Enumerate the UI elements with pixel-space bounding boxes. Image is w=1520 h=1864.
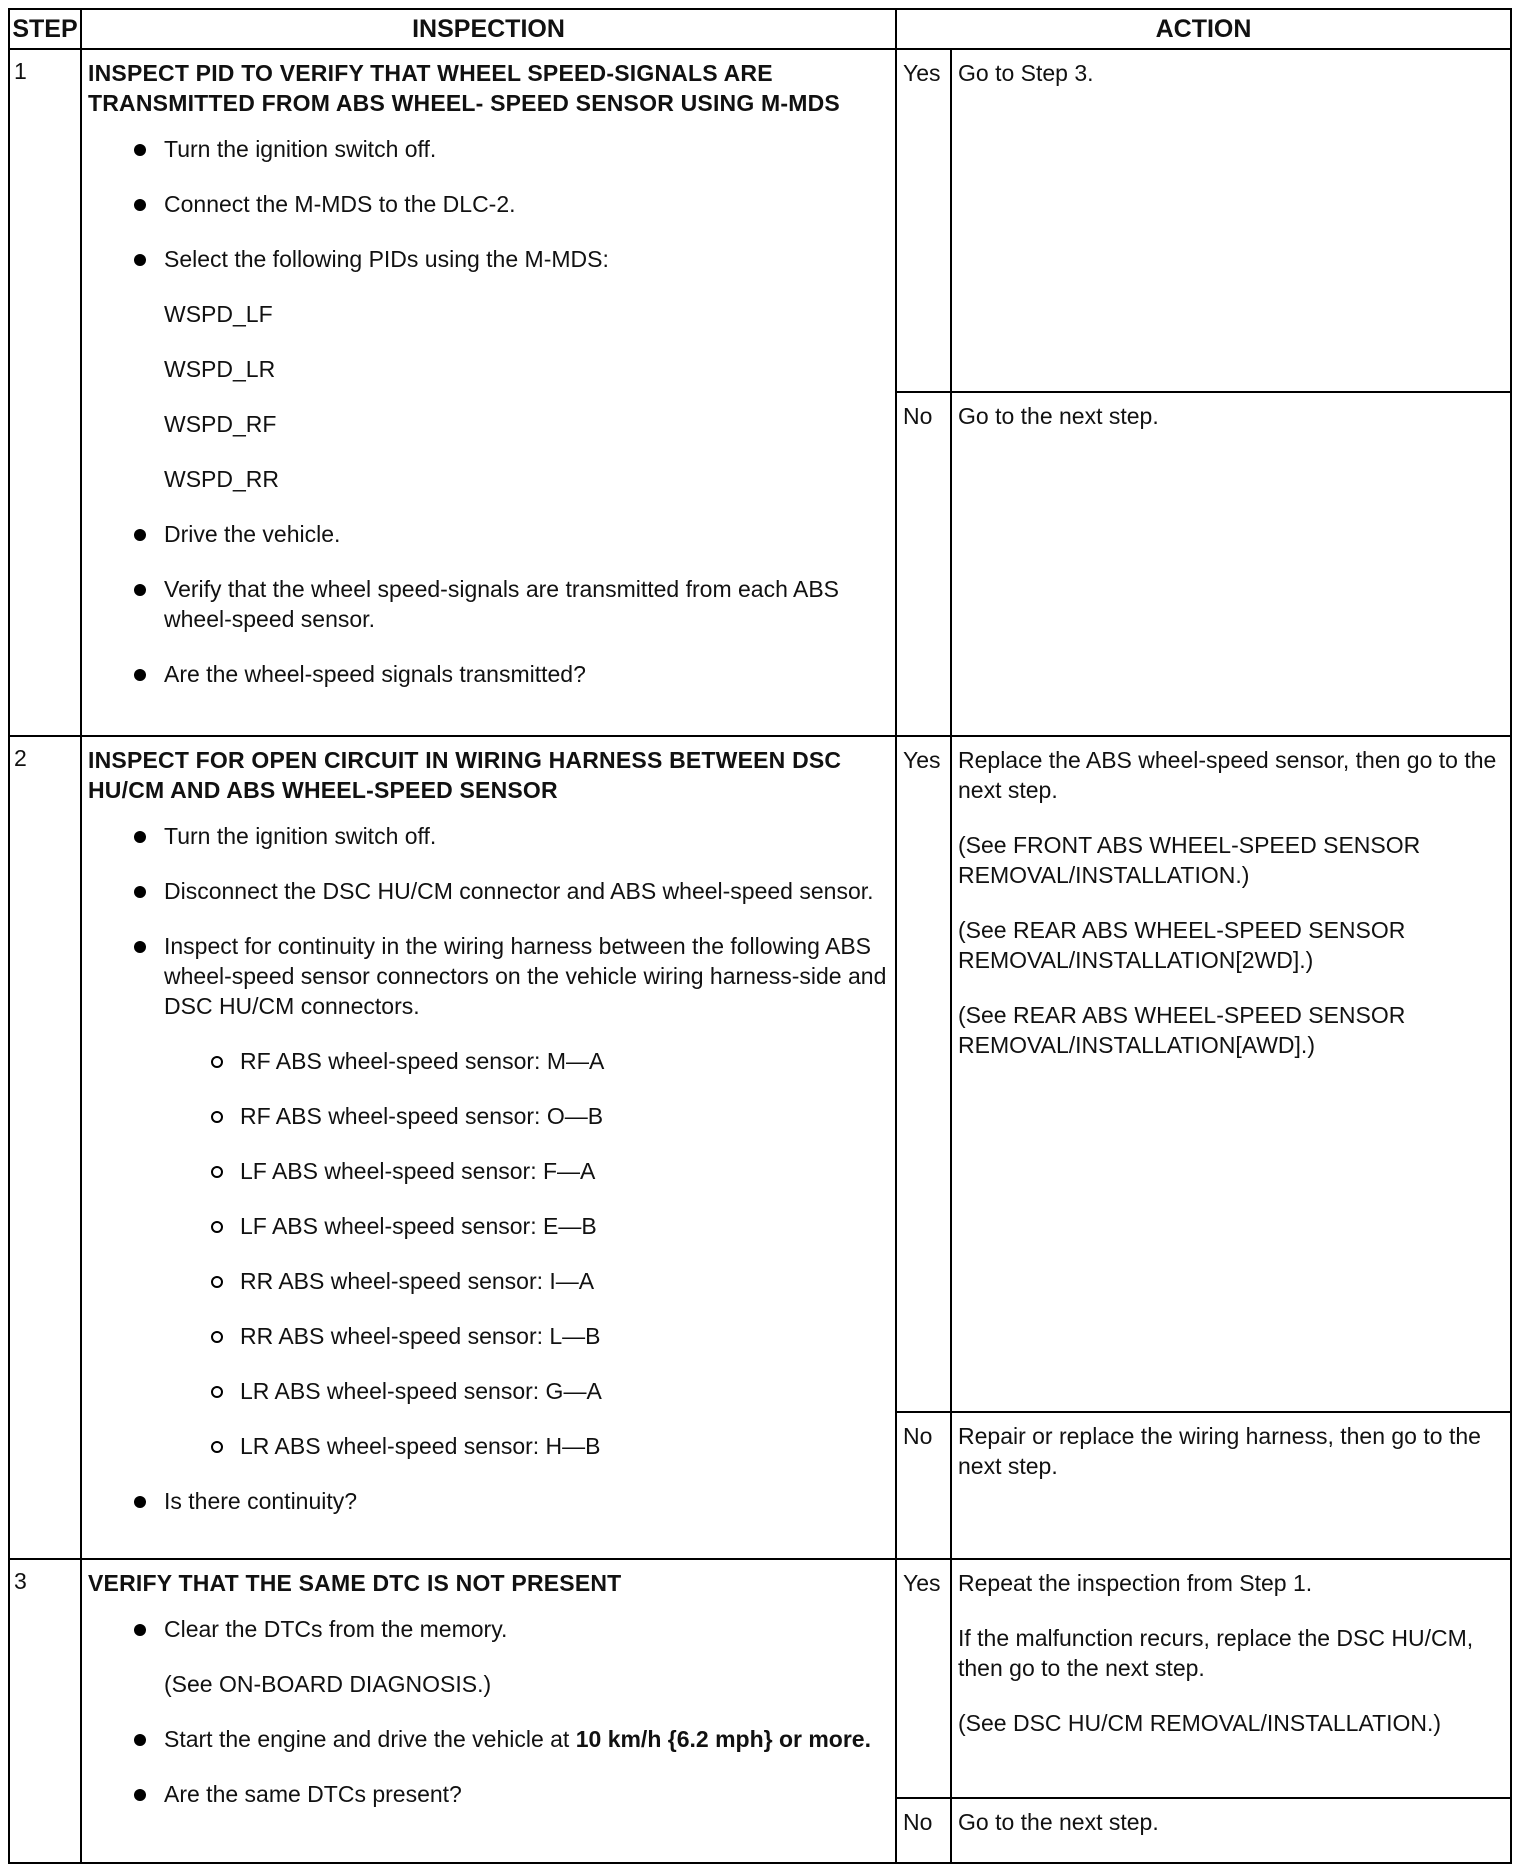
step-3-title: VERIFY THAT THE SAME DTC IS NOT PRESENT [88,1570,622,1596]
header-row [9,9,1511,49]
step-3-bullets [88,1614,889,1644]
step-2-title: INSPECT FOR OPEN CIRCUIT IN WIRING HARNESS BETWEEN DSC HU/CM AND ABS WHEEL-SPEED SENSOR [88,747,842,803]
speed-spec: 10 km/h {6.2 mph} or more. [575,1726,871,1752]
connector-item: RR ABS wheel-speed sensor: I—A [88,1266,889,1296]
step-1-title: INSPECT PID TO VERIFY THAT WHEEL SPEED-SIGNALS ARE TRANSMITTED FROM ABS WHEEL- SPEED SENSOR USING M-MDS [88,60,840,116]
action-text: Replace the ABS wheel-speed sensor, then go to the next step. [958,747,1497,803]
step-2-bullet-text: Inspect for continuity in the wiring harness between the following ABS wheel-speed sensor connectors on the vehicle wiring harness-side and DSC HU/CM connectors. [164,933,887,1019]
pid-item: WSPD_LR [164,356,276,382]
step-2-row-yes [9,736,1511,1412]
step-1-bullet: Select the following PIDs using the M-MDS: [88,244,889,274]
connector-item: LR ABS wheel-speed sensor: G—A [88,1376,889,1406]
connector-item: LF ABS wheel-speed sensor: F—A [88,1156,889,1186]
step-1-yes-action [951,49,1511,392]
action-text: Go to the next step. [958,1809,1159,1835]
step-1-bullets-continued [88,519,889,689]
step-1-row-yes [9,49,1511,392]
action-reference: (See FRONT ABS WHEEL-SPEED SENSOR REMOVAL/INSTALLATION.) [958,832,1421,888]
action-text: Repair or replace the wiring harness, then go to the next step. [958,1423,1481,1479]
header-action: ACTION [896,9,1511,49]
connector-item: LF ABS wheel-speed sensor: E—B [88,1211,889,1241]
step-1-bullet: Turn the ignition switch off. [88,134,889,164]
step-3-bullet [88,1724,889,1754]
action-reference: (See REAR ABS WHEEL-SPEED SENSOR REMOVAL/INSTALLATION[AWD].) [958,1002,1406,1058]
step-1-bullet: Connect the M-MDS to the DLC-2. [88,189,889,219]
action-reference: (See DSC HU/CM REMOVAL/INSTALLATION.) [958,1710,1442,1736]
step-1-bullets [88,134,889,274]
step-1-no-label: No [896,392,951,736]
step-2-bullet: Is there continuity? [88,1486,889,1516]
step-1-number: 1 [9,49,81,736]
step-1-yes-label: Yes [896,49,951,392]
step-2-yes-action [951,736,1511,1412]
header-step: STEP [9,9,81,49]
step-1-bullet: Drive the vehicle. [88,519,889,549]
connector-item: RF ABS wheel-speed sensor: O—B [88,1101,889,1131]
step-1-no-action [951,392,1511,736]
bullet-text: Start the engine and drive the vehicle at [164,1726,576,1752]
step-2-yes-label: Yes [896,736,951,1412]
step-3-number: 3 [9,1559,81,1863]
action-reference: (See REAR ABS WHEEL-SPEED SENSOR REMOVAL/INSTALLATION[2WD].) [958,917,1406,973]
diagnostic-table [8,8,1512,1864]
step-2-bullet: Disconnect the DSC HU/CM connector and ABS wheel-speed sensor. [88,876,889,906]
step-3-yes-action [951,1559,1511,1798]
step-2-bullet: Turn the ignition switch off. [88,821,889,851]
step-3-bullet: Are the same DTCs present? [88,1779,889,1809]
step-3-yes-label: Yes [896,1559,951,1798]
action-text: Go to the next step. [958,403,1159,429]
pid-item: WSPD_LF [164,301,273,327]
step-3-bullets-continued [88,1724,889,1809]
step-2-no-action [951,1412,1511,1559]
step-2-number: 2 [9,736,81,1559]
step-1-bullet: Are the wheel-speed signals transmitted? [88,659,889,689]
step-3-no-label: No [896,1798,951,1863]
step-1-bullet: Verify that the wheel speed-signals are transmitted from each ABS wheel-speed sensor. [88,574,889,634]
step-3-bullet: Clear the DTCs from the memory. [88,1614,889,1644]
step-3-inspection [81,1559,896,1863]
action-text: Repeat the inspection from Step 1. [958,1570,1313,1596]
step-1-inspection [81,49,896,736]
connector-item: LR ABS wheel-speed sensor: H—B [88,1431,889,1461]
step-2-inspection [81,736,896,1559]
step-3-no-action [951,1798,1511,1863]
connector-item: RR ABS wheel-speed sensor: L—B [88,1321,889,1351]
connector-item: RF ABS wheel-speed sensor: M—A [88,1046,889,1076]
step-3-reference: (See ON-BOARD DIAGNOSIS.) [164,1671,492,1697]
pid-item: WSPD_RR [164,466,280,492]
header-inspection: INSPECTION [81,9,896,49]
step-2-bullets [88,821,889,1516]
step-2-bullet [88,931,889,1461]
step-2-no-label: No [896,1412,951,1559]
connector-list [164,1046,889,1461]
action-text: If the malfunction recurs, replace the DSC HU/CM, then go to the next step. [958,1625,1474,1681]
pid-item: WSPD_RF [164,411,277,437]
step-3-row-yes [9,1559,1511,1798]
action-text: Go to Step 3. [958,60,1094,86]
